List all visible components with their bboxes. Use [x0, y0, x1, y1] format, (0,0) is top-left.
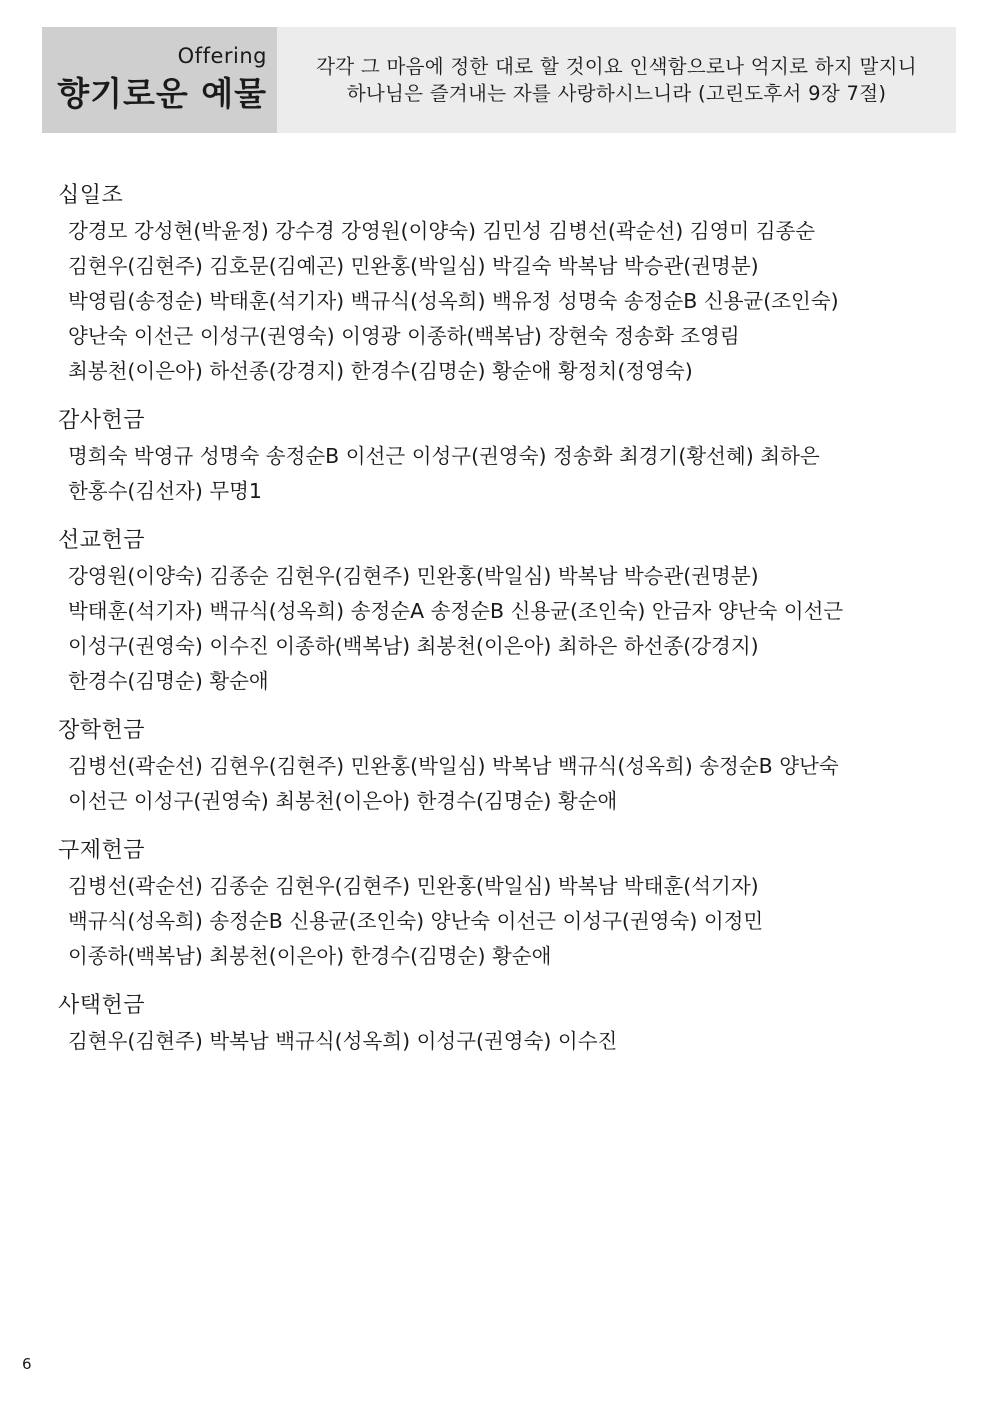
names-line: 이종하(백복남) 최봉천(이은아) 한경수(김명순) 황순애	[68, 944, 552, 968]
section-names	[58, 439, 938, 509]
section-names	[58, 559, 938, 699]
header-verse-box	[277, 27, 956, 133]
section-parsonage	[58, 988, 938, 1059]
section-names	[58, 749, 938, 819]
names-line: 김현우(김현주) 김호문(김예곤) 민완홍(박일심) 박길숙 박복남 박승관(권명분)	[68, 254, 759, 278]
offering-list	[58, 178, 938, 1073]
section-mission	[58, 523, 938, 699]
verse-line-2: 하나님은 즐겨내는 자를 사랑하시느니라 (고린도후서 9장 7절)	[346, 82, 887, 105]
names-line: 한홍수(김선자) 무명1	[68, 479, 262, 503]
section-names	[58, 214, 938, 389]
section-title: 감사헌금	[58, 408, 146, 433]
names-line: 명희숙 박영규 성명숙 송정순B 이선근 이성구(권영숙) 정송화 최경기(황선혜) 최하은	[68, 444, 820, 468]
section-title: 십일조	[58, 183, 124, 208]
names-line: 최봉천(이은아) 하선종(강경지) 한경수(김명순) 황순애 황정치(정영숙)	[68, 359, 693, 383]
names-line: 김병선(곽순선) 김종순 김현우(김현주) 민완홍(박일심) 박복남 박태훈(석기자)	[68, 874, 759, 898]
section-title: 사택헌금	[58, 993, 146, 1018]
section-scholarship	[58, 713, 938, 819]
page-number: 6	[22, 1355, 32, 1373]
header-title-box	[42, 27, 277, 133]
section-tithe	[58, 178, 938, 389]
verse-line-1: 각각 그 마음에 정한 대로 할 것이요 인색함으로나 억지로 하지 말지니	[316, 55, 917, 78]
names-line: 백규식(성옥희) 송정순B 신용균(조인숙) 양난숙 이선근 이성구(권영숙) 이정민	[68, 909, 764, 933]
section-names	[58, 1024, 938, 1059]
section-relief	[58, 833, 938, 974]
names-line: 김병선(곽순선) 김현우(김현주) 민완홍(박일심) 박복남 백규식(성옥희) 송정순B 양난숙	[68, 754, 839, 778]
names-line: 박영림(송정순) 박태훈(석기자) 백규식(성옥희) 백유정 성명숙 송정순B 신용균(조인숙)	[68, 289, 839, 313]
names-line: 강경모 강성현(박윤정) 강수경 강영원(이양숙) 김민성 김병선(곽순선) 김영미 김종순	[68, 219, 816, 243]
names-line: 강영원(이양숙) 김종순 김현우(김현주) 민완홍(박일심) 박복남 박승관(권명분)	[68, 564, 759, 588]
header-title-english: Offering	[177, 44, 267, 68]
names-line: 한경수(김명순) 황순애	[68, 669, 269, 693]
section-title: 장학헌금	[58, 718, 146, 743]
names-line: 박태훈(석기자) 백규식(성옥희) 송정순A 송정순B 신용균(조인숙) 안금자 양난숙 이선근	[68, 599, 844, 623]
section-thanksgiving	[58, 403, 938, 509]
names-line: 김현우(김현주) 박복남 백규식(성옥희) 이성구(권영숙) 이수진	[68, 1029, 618, 1053]
section-title: 선교헌금	[58, 528, 146, 553]
offering-header	[42, 27, 956, 133]
names-line: 양난숙 이선근 이성구(권영숙) 이영광 이종하(백복남) 장현숙 정송화 조영림	[68, 324, 740, 348]
section-title: 구제헌금	[58, 838, 146, 863]
section-names	[58, 869, 938, 974]
names-line: 이성구(권영숙) 이수진 이종하(백복남) 최봉천(이은아) 최하은 하선종(강경지)	[68, 634, 759, 658]
header-title-korean: 향기로운 예물	[57, 74, 267, 113]
names-line: 이선근 이성구(권영숙) 최봉천(이은아) 한경수(김명순) 황순애	[68, 789, 618, 813]
